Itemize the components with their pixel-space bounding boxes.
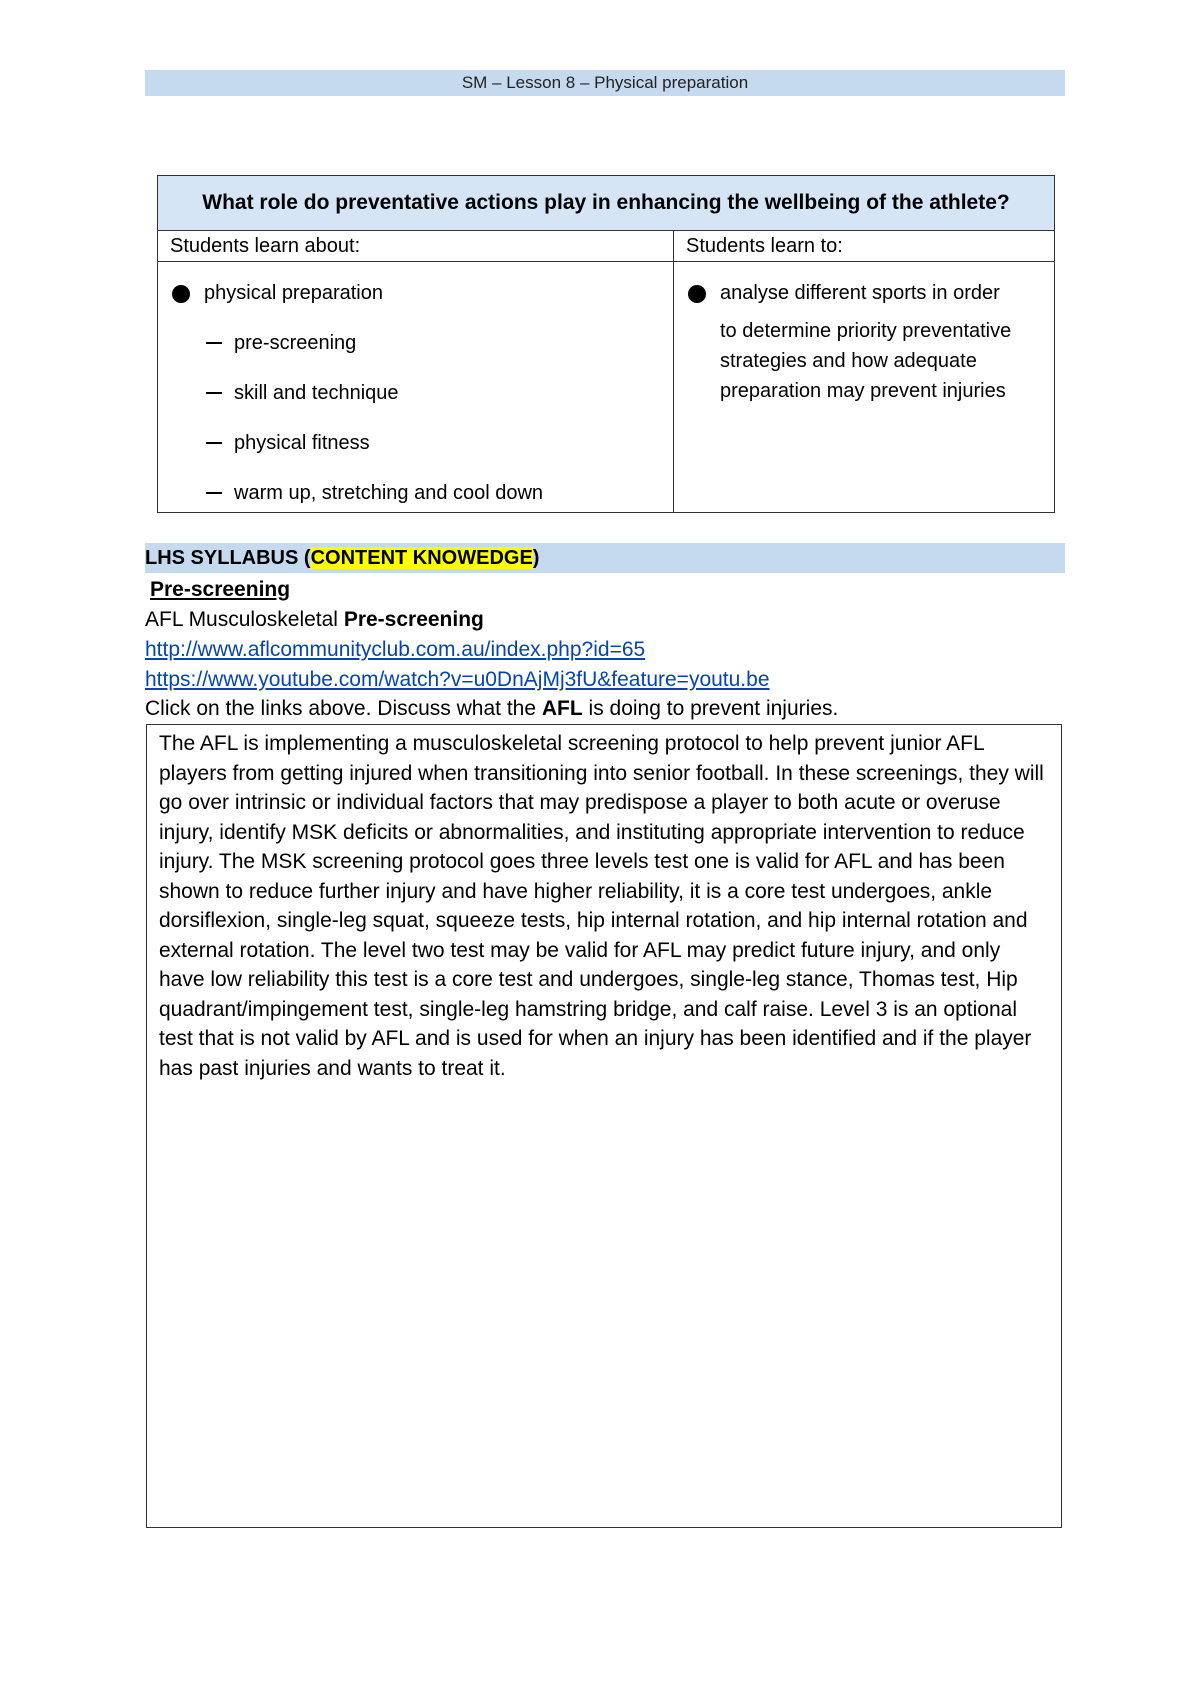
document-header-title: SM – Lesson 8 – Physical preparation bbox=[461, 73, 749, 92]
learn-to-heading-text: Students learn to: bbox=[686, 235, 843, 257]
sub-item-text: skill and technique bbox=[234, 382, 399, 404]
objectives-table bbox=[157, 175, 1055, 513]
learn-to-bullet bbox=[674, 280, 1054, 306]
learn-about-bullet bbox=[158, 280, 673, 306]
afl-heading-bold: Pre-screening bbox=[343, 608, 484, 631]
afl-community-link[interactable]: http://www.aflcommunityclub.com.au/index.php?id=65 bbox=[145, 638, 646, 661]
learn-about-content bbox=[158, 262, 674, 513]
section-label-highlight: CONTENT KNOWEDGE bbox=[310, 547, 533, 569]
learn-to-bullet-continuation-text: to determine priority preventative strategies and how adequate preparation may prevent injuries bbox=[720, 320, 1012, 402]
dash-icon bbox=[206, 342, 222, 344]
instruction-suffix: is doing to prevent injuries. bbox=[582, 697, 839, 720]
section-label-suffix: ) bbox=[532, 547, 540, 569]
learn-to-bullet-continuation bbox=[674, 316, 1054, 406]
instruction-prefix: Click on the links above. Discuss what the bbox=[145, 697, 542, 720]
learn-to-bullet-text: analyse different sports in order bbox=[720, 282, 1000, 304]
discussion-instruction bbox=[145, 695, 838, 723]
afl-heading bbox=[145, 605, 484, 635]
sub-item-text: physical fitness bbox=[234, 432, 370, 454]
dash-icon bbox=[206, 492, 222, 494]
sub-item bbox=[158, 480, 673, 506]
answer-text: The AFL is implementing a musculoskeletal screening protocol to help prevent junior AFL players from getting injured when transitioning into senior football. In these screenings, they will go over intrinsic or individual factors that may predispose a player to both acute or overuse injury, identify MSK deficits or abnormalities, and instituting appropriate intervention to reduce injury. The MSK screening protocol goes three levels test one is valid for AFL and has been shown to reduce further injury and have higher reliability, it is a core test undergoes, ankle dorsiflexion, single-leg squat, squeeze tests, hip internal rotation, and hip internal rotation and external rotation. The level two test may be valid for AFL may predict future injury, and only have low reliability this test is a core test and undergoes, single-leg stance, Thomas test, Hip quadrant/impingement test, single-leg hamstring bridge, and calf raise. Level 3 is an optional test that is not valid by AFL and is used for when an injury has been identified and if the player has past injuries and wants to treat it. bbox=[159, 732, 1044, 1080]
learn-to-heading bbox=[674, 231, 1055, 262]
section-label-prefix: LHS SYLLABUS ( bbox=[145, 547, 311, 569]
prescreening-title: Pre-screening bbox=[150, 578, 291, 601]
answer-text-box[interactable] bbox=[146, 724, 1062, 1528]
syllabus-section-heading bbox=[145, 543, 1065, 573]
bullet-icon bbox=[172, 285, 190, 303]
sub-item bbox=[158, 430, 673, 456]
sub-item bbox=[158, 380, 673, 406]
dash-icon bbox=[206, 392, 222, 394]
focus-question-text: What role do preventative actions play in enhancing the wellbeing of the athlete? bbox=[202, 191, 1010, 214]
sub-item-text: pre-screening bbox=[234, 332, 357, 354]
document-header bbox=[145, 70, 1065, 96]
learn-about-bullet-text: physical preparation bbox=[204, 282, 383, 304]
instruction-bold: AFL bbox=[541, 697, 583, 720]
dash-icon bbox=[206, 442, 222, 444]
afl-heading-prefix: AFL Musculoskeletal bbox=[145, 608, 344, 631]
youtube-link[interactable]: https://www.youtube.com/watch?v=u0DnAjMj3fU&feature=youtu.be bbox=[145, 668, 770, 691]
sub-item-text: warm up, stretching and cool down bbox=[234, 482, 544, 504]
bullet-icon bbox=[688, 285, 706, 303]
sub-item bbox=[158, 330, 673, 356]
learn-about-heading-text: Students learn about: bbox=[170, 235, 361, 257]
learn-to-content bbox=[674, 262, 1055, 513]
learn-about-heading bbox=[158, 231, 674, 262]
focus-question bbox=[158, 176, 1055, 231]
